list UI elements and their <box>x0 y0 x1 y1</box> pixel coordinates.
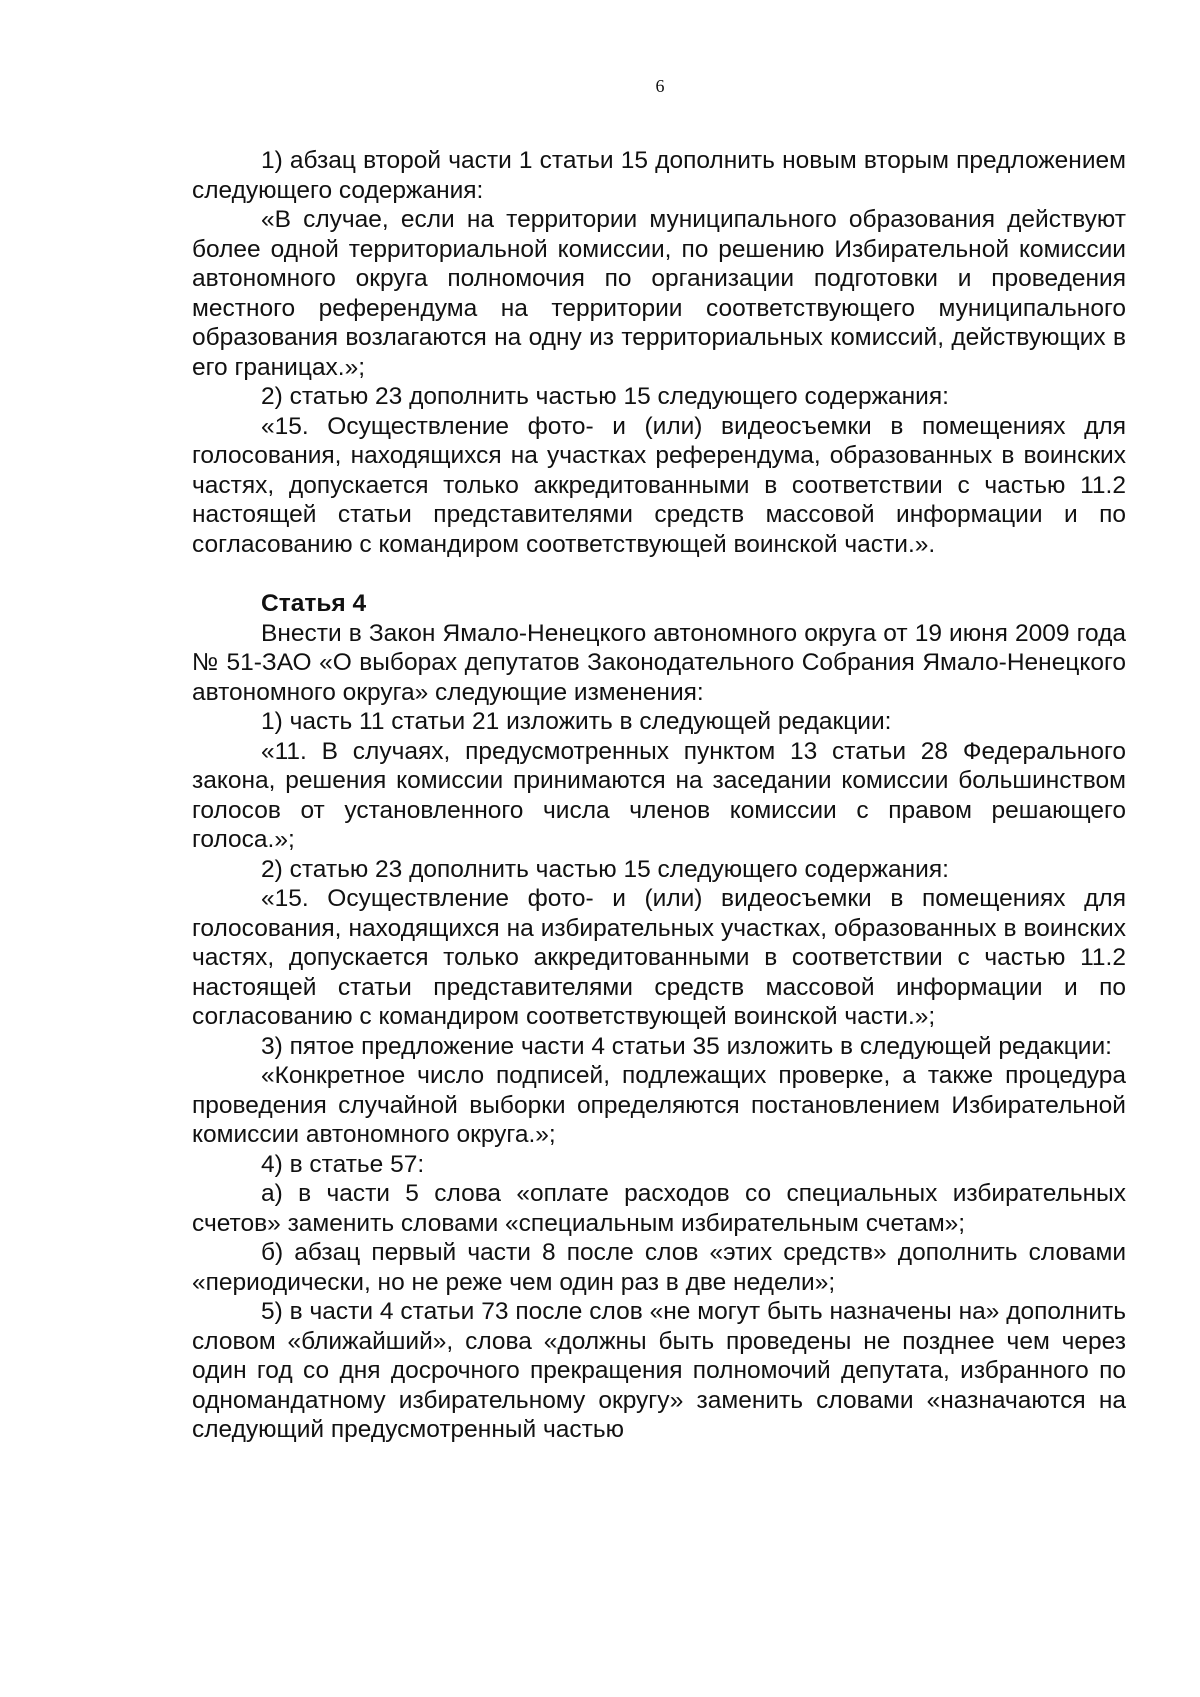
document-body <box>192 146 1126 1445</box>
article-heading: Статья 4 <box>261 590 367 617</box>
paragraph-amend-article-23: 2) статью 23 дополнить частью 15 следующего содержания: <box>261 383 949 410</box>
paragraph-item-4b: б) абзац первый части 8 после слов «этих средств» дополнить словами «периодически, но не реже чем один раз в две недели»; <box>192 1239 1126 1296</box>
paragraph-item-4a: а) в части 5 слова «оплате расходов со специальных избирательных счетов» заменить словами «специальным избирательным счетам»; <box>192 1180 1126 1237</box>
paragraph-item-2: 2) статью 23 дополнить частью 15 следующего содержания: <box>261 855 949 883</box>
paragraph-quote-part-15-elections: «15. Осуществление фото- и (или) видеосъемки в помещениях для голосования, находящихся на избирательных участках, образованных в воинских частях, допускается только аккредитованными в соответствии с частью 11.2 настоящей статьи представителями средств массовой информации и по согласованию с командиром соответствующей воинской части.»; <box>192 885 1126 1030</box>
paragraph-quote-part-15-referendum: «15. Осуществление фото- и (или) видеосъемки в помещениях для голосования, находящихся на участках референдума, образованных в воинских частях, допускается только аккредитованными в соответствии с частью 11.2 настоящей статьи представителями средств массовой информации и по согласованию с командиром соответствующей воинской части.». <box>192 412 1126 558</box>
paragraph-quote-territorial-commission: «В случае, если на территории муниципального образования действуют более одной территориальной комиссии, по решению Избирательной комиссии автономного округа полномочия по организации подготовки и проведения местного референдума на территории соответствующего муниципального образования возлагаются на одну из территориальных комиссий, действующих в его границах.»; <box>192 206 1126 381</box>
paragraph-item-1: 1) часть 11 статьи 21 изложить в следующей редакции: <box>261 708 892 735</box>
paragraph-item-3: 3) пятое предложение части 4 статьи 35 изложить в следующей редакции: <box>261 1032 1112 1060</box>
paragraph-amend-article-15: 1) абзац второй части 1 статьи 15 дополнить новым вторым предложением следующего содержания: <box>192 147 1126 204</box>
paragraph-article-4-intro: Внести в Закон Ямало-Ненецкого автономного округа от 19 июня 2009 года № 51-ЗАО «О выборах депутатов Законодательного Собрания Ямало-Ненецкого автономного округа» следующие изменения: <box>192 619 1126 706</box>
page-number: 6 <box>655 76 665 96</box>
paragraph-quote-part-11: «11. В случаях, предусмотренных пунктом 13 статьи 28 Федерального закона, решения комиссии принимаются на заседании комиссии большинством голосов от установленного числа членов комиссии с правом решающего голоса.»; <box>192 737 1126 853</box>
paragraph-quote-signatures: «Конкретное число подписей, подлежащих проверке, а также процедура проведения случайной выборки определяются постановлением Избирательной комиссии автономного округа.»; <box>192 1062 1126 1148</box>
paragraph-item-4: 4) в статье 57: <box>261 1150 425 1178</box>
paragraph-item-5: 5) в части 4 статьи 73 после слов «не могут быть назначены на» дополнить словом «ближайший», слова «должны быть проведены не позднее чем через один год со дня досрочного прекращения полномочий депутата, избранного по одномандатному избирательному округу» заменить словами «назначаются на следующий предусмотренный частью <box>192 1298 1126 1443</box>
